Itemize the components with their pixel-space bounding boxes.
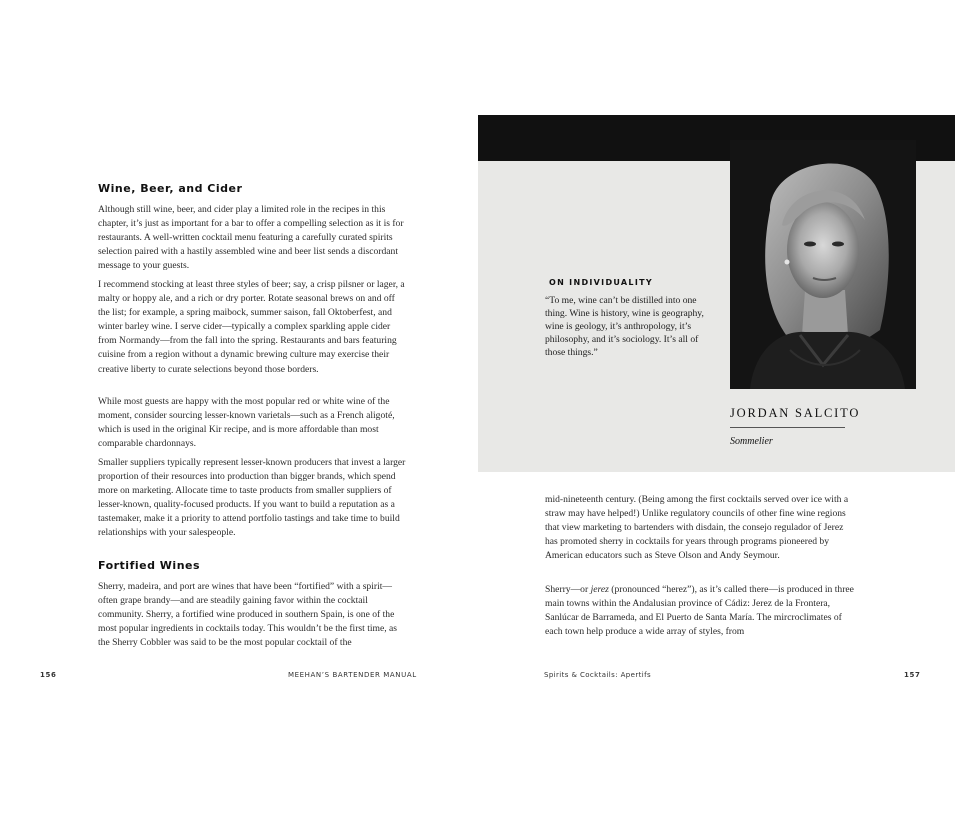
paragraph: I recommend stocking at least three styles of beer; say, a crisp pilsner or lager, a malty or hoppy ale, and a rich or dry porter. Rotate seasonal brews on and off the list; for example, a spring maibock, summer saison, fall Oktoberfest, and winter barley wine. I serve cider—typically a complex sparkling apple cider from Normandy—from the fall into the spring. Restaurants and bars featuring cuisine from a region without a dynamic brewing culture may exercise their creative liberty to curate selections beyond those borders. xyxy=(98,279,405,375)
portrait-photo xyxy=(730,140,916,389)
section-heading-wine-beer-cider: Wine, Beer, and Cider xyxy=(98,182,243,195)
paragraph: Although still wine, beer, and cider play a limited role in the recipes in this chapter, it’s just as important for a bar to offer a compelling selection as it is for restaurants. A well-written cocktail menu featuring a carefully curated spirits selection paired with a hastily assembled wine and beer list sends a discordant message to your guests. xyxy=(98,204,404,272)
paragraph: Sherry, madeira, and port are wines that have been “fortified” with a spirit—often grape brandy—and are steadily gaining favor within the cocktail community. Sherry, a fortified wine produced in southern Spain, is one of the most popular ingredients in cocktails today. This wouldn’t be the first time, as the Sherry Cobbler was said to be the most popular cocktail of the xyxy=(98,581,398,649)
running-head-right: Spirits & Cocktails: Apertifs xyxy=(544,671,651,679)
paragraph: mid-nineteenth century. (Being among the first cocktails served over ice with a straw may have helped!) Unlike regulatory councils of other fine wine regions that view marketing to bartenders with disdain, the consejo regulador of Jerez has promoted sherry in cocktails for years through programs pioneered by American educators such as Steve Olson and Andy Seymour. xyxy=(545,494,849,562)
right-page xyxy=(478,0,955,820)
name-divider xyxy=(730,427,845,428)
page-number-right: 157 xyxy=(904,671,921,679)
paragraph-text: (pronounced “herez”), as it’s called there—is produced in three main towns within the Andalusian province of Cádiz: Jerez de la Frontera, Sanlúcar de Barrameda, and El Puerto de Santa María. The mircroclimates of each town help produce a wide array of styles, from xyxy=(545,584,854,638)
paragraph-text: Sherry—or xyxy=(545,584,591,595)
italic-word: jerez xyxy=(590,584,609,595)
page-number-left: 156 xyxy=(40,671,57,679)
paragraph: While most guests are happy with the most popular red or white wine of the moment, consider sourcing lesser-known varietals—such as a French aligoté, which is used in the original Kir recipe, and is more affordable than most comparable chardonnays. xyxy=(98,396,395,450)
person-role: Sommelier xyxy=(730,436,773,447)
section-heading-fortified-wines: Fortified Wines xyxy=(98,559,201,572)
sidebar-quote: “To me, wine can’t be distilled into one thing. Wine is history, wine is geography, wine is geology, it’s anthropology, it’s philosophy, and it’s sociology. It’s all of those things.” xyxy=(545,295,704,358)
paragraph xyxy=(545,583,855,639)
person-name: JORDAN SALCITO xyxy=(730,406,861,420)
paragraph: Smaller suppliers typically represent lesser-known producers that invest a larger proportion of their resources into production than bigger brands, which spend more on marketing. Allocate time to taste products from smaller suppliers of lesser-known, quality-focused products. If you want to build a reputation as a tastemaker, make it a priority to attend portfolio tastings and take time to build relationships with your salespeople. xyxy=(98,457,406,539)
sidebar-label: ON INDIVIDUALITY xyxy=(549,278,653,287)
running-head-left: MEEHAN’S BARTENDER MANUAL xyxy=(288,671,417,679)
